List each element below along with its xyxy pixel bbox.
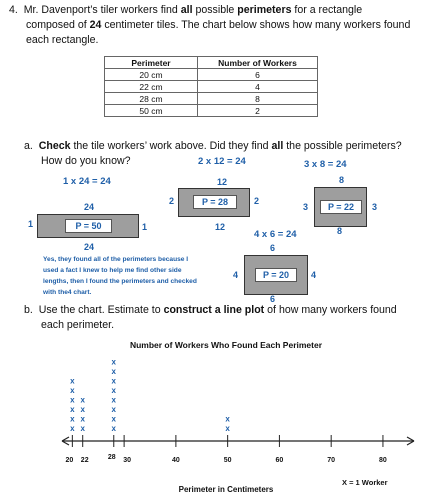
equation-2x12: 2 x 12 = 24 xyxy=(198,156,246,167)
rect1-left-label: 1 xyxy=(28,219,34,229)
plot-x-mark: x xyxy=(80,424,85,433)
plot-x-mark: x xyxy=(70,395,75,405)
plot-x-mark: x xyxy=(225,424,230,433)
table-header-workers: Number of Workers xyxy=(198,57,318,69)
table-cell: 50 cm xyxy=(105,105,198,117)
part-b-line-2: each perimeter. xyxy=(41,319,115,331)
plot-x-mark: x xyxy=(111,395,116,405)
part-a-label: a. xyxy=(24,140,33,152)
tick-label: 50 xyxy=(223,457,232,464)
table-cell: 6 xyxy=(198,69,318,81)
rect4-bottom-label: 6 xyxy=(270,294,276,304)
part-a-line-1: a. Check the tile workers’ work above. Did they find all the possible perimeters? xyxy=(24,140,402,152)
rect4-perimeter: P = 20 xyxy=(255,268,297,282)
rect4-right-label: 4 xyxy=(311,270,317,280)
plot-x-mark: x xyxy=(80,405,85,414)
table-header-perimeter: Perimeter xyxy=(105,57,198,69)
tick-label: 22 xyxy=(80,457,89,464)
plot-x-mark: x xyxy=(70,414,75,424)
plot-x-mark: x xyxy=(111,367,116,376)
plot-marks xyxy=(70,358,230,434)
line-plot-title: Number of Workers Who Found Each Perimeter xyxy=(129,340,323,350)
table-cell: 22 cm xyxy=(105,81,198,93)
rect1-top-label: 24 xyxy=(84,202,95,212)
rect2-right-label: 2 xyxy=(254,196,260,206)
rect3-top-label: 8 xyxy=(339,175,345,185)
rect1-perimeter: P = 50 xyxy=(65,219,112,233)
plot-x-mark: x xyxy=(111,357,116,367)
student-answer-note: Yes, they found all of the perimeters because I used a fact I knew to help me find other side lengths, then I found the perimeters and checked with the4 chart. xyxy=(43,256,197,296)
plot-x-mark: x xyxy=(70,424,75,433)
tick-label: 28 xyxy=(107,454,116,461)
plot-x-mark: x xyxy=(111,414,116,424)
plot-x-mark: x xyxy=(111,386,116,395)
table-cell: 20 cm xyxy=(105,69,198,81)
problem-line-2: composed of 24 centimeter tiles. The chart below shows how many workers found xyxy=(26,19,411,31)
plot-x-mark: x xyxy=(111,376,116,386)
rect1-right-label: 1 xyxy=(142,222,148,232)
table-cell: 4 xyxy=(198,81,318,93)
rect1-bottom-label: 24 xyxy=(84,242,95,252)
equation-1x24: 1 x 24 = 24 xyxy=(63,176,111,187)
rect2-top-label: 12 xyxy=(217,177,228,187)
axis-title: Perimeter in Centimeters xyxy=(178,485,274,494)
tick-label: 40 xyxy=(171,457,180,464)
part-b-line-1: b. Use the chart. Estimate to construct a line plot of how many workers found xyxy=(24,304,397,316)
plot-x-mark: x xyxy=(225,414,230,424)
rect3-right-label: 3 xyxy=(372,202,378,212)
rect3-bottom-label: 8 xyxy=(337,226,343,236)
problem-line-1: 4. Mr. Davenport’s tiler workers find all possible perimeters for a rectangle xyxy=(9,4,363,16)
plot-key: X = 1 Worker xyxy=(342,478,388,487)
tick-label: 20 xyxy=(65,457,74,464)
tick-label: 30 xyxy=(123,457,132,464)
tick-label: 80 xyxy=(379,457,387,464)
rect2-left-label: 2 xyxy=(169,196,175,206)
plot-x-mark: x xyxy=(80,395,85,405)
rect4-left-label: 4 xyxy=(233,270,239,280)
plot-x-mark: x xyxy=(70,405,75,414)
rect2-perimeter: P = 28 xyxy=(193,195,237,209)
problem-number: 4. xyxy=(9,4,18,16)
rect2-bottom-label: 12 xyxy=(215,222,226,232)
plot-x-mark: x xyxy=(70,386,75,395)
table-cell: 28 cm xyxy=(105,93,198,105)
equation-3x8: 3 x 8 = 24 xyxy=(304,159,347,170)
plot-x-mark: x xyxy=(111,405,116,414)
part-b-label: b. xyxy=(24,304,33,316)
part-a-line-2: How do you know? xyxy=(41,155,131,167)
table-cell: 2 xyxy=(198,105,318,117)
plot-x-mark: x xyxy=(80,414,85,424)
tick-label: 60 xyxy=(275,457,284,464)
number-line xyxy=(62,435,414,464)
plot-x-mark: x xyxy=(70,376,75,386)
plot-x-mark: x xyxy=(111,424,116,433)
tick-label: 70 xyxy=(327,457,336,464)
rect3-perimeter: P = 22 xyxy=(320,200,362,214)
table-cell: 8 xyxy=(198,93,318,105)
rect4-top-label: 6 xyxy=(270,243,276,253)
equation-4x6: 4 x 6 = 24 xyxy=(254,229,297,240)
rect3-left-label: 3 xyxy=(303,202,309,212)
problem-line-3: each rectangle. xyxy=(26,34,99,46)
